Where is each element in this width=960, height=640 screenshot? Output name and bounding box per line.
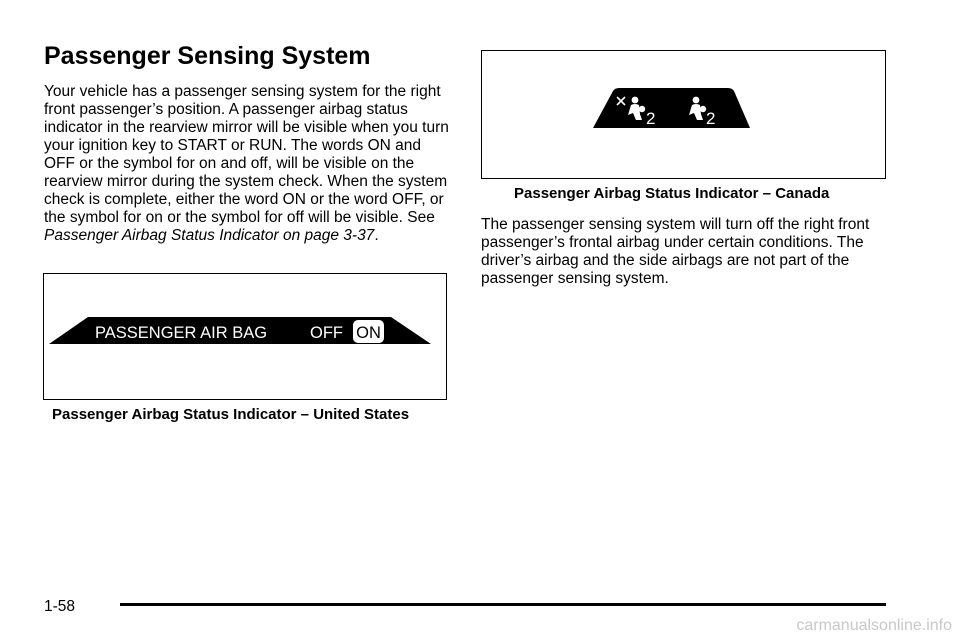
intro-paragraph [44, 83, 454, 245]
page-number: 1-58 [44, 598, 76, 615]
figure-canada-caption: Passenger Airbag Status Indicator – Canada [514, 185, 830, 202]
mirror-display-strip [593, 88, 750, 128]
figure-canada-indicator [481, 50, 886, 179]
followup-paragraph: The passenger sensing system will turn off the right front passenger’s frontal airbag under certain conditions. The driver’s airbag and the side airbags are not part of the passenger sensing system. [481, 216, 870, 287]
on-label: ON [356, 324, 381, 342]
figure-us-caption: Passenger Airbag Status Indicator – United States [52, 406, 410, 423]
section-title: Passenger Sensing System [44, 42, 371, 70]
passenger-air-bag-label: PASSENGER AIR BAG [95, 324, 268, 342]
off-symbol-number: 2 [646, 109, 656, 128]
figure-us-indicator [43, 273, 447, 400]
on-symbol-number: 2 [706, 109, 716, 128]
intro-end: . [374, 227, 379, 244]
canada-indicator-illustration [482, 51, 884, 177]
footer-rule [120, 603, 886, 606]
us-indicator-illustration [44, 274, 445, 398]
watermark: carmanualsonline.info [796, 617, 952, 634]
intro-text: Your vehicle has a passenger sensing system for the right front passenger’s position. A passenger airbag status indicator in the rearview mirror will be visible when you turn your ignition key to START or RUN. The words ON and OFF or the symbol for on and off, will be visible on the rearview mirror during the system check. When the system check is complete, either the word ON or the word OFF, or the symbol for on or the symbol for off will be visible. See [44, 83, 449, 226]
cross-reference-link[interactable]: Passenger Airbag Status Indicator on page 3-37 [44, 227, 375, 244]
off-label: OFF [310, 324, 343, 342]
